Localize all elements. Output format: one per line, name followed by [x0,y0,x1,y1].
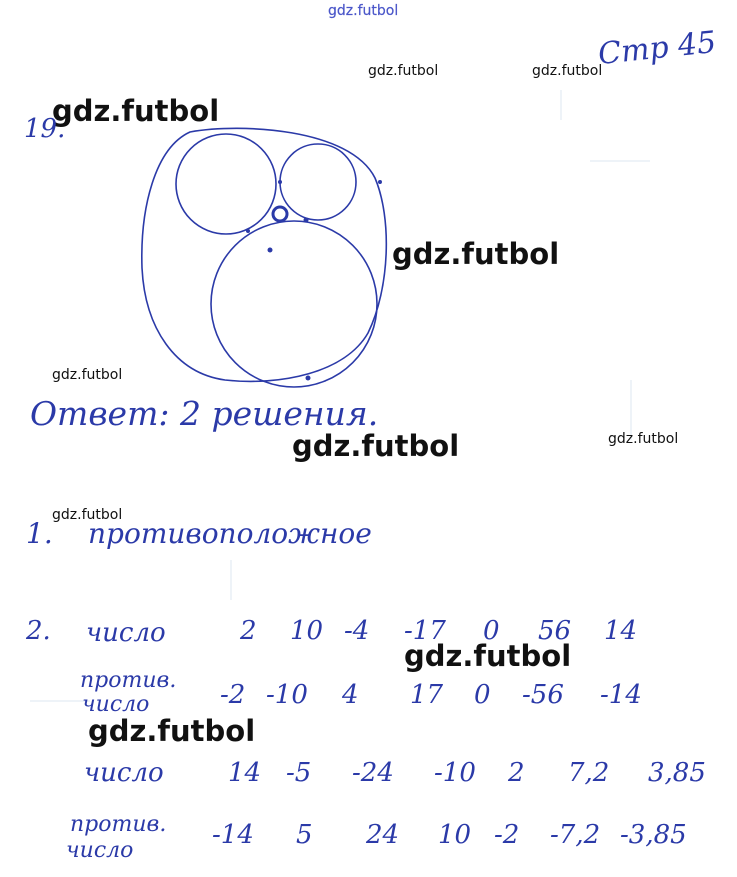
watermark: gdz.futbol [52,367,123,383]
answer-text: Ответ: 2 решения. [30,394,379,433]
problem-number: 19. [24,114,66,144]
inner-circle-bottom [211,221,377,387]
paper-grid-line [30,700,90,702]
row-label: против. [70,812,167,837]
table-cell: -5 [286,758,312,788]
table-cell: 7,2 [568,758,610,788]
task2-number: 2. [26,616,51,646]
task1-text: противоположное [88,517,372,550]
inner-circle-right [280,144,356,220]
table-cell: 5 [296,820,313,850]
row-label: число [86,618,166,648]
table-cell: 0 [483,616,500,646]
watermark: gdz.futbol [52,94,220,128]
table-cell: 56 [538,616,572,646]
watermark-top: gdz.futbol [328,3,399,19]
table-cell: -14 [212,820,254,850]
table-cell: -10 [434,758,476,788]
table-cell: -2 [494,820,520,850]
watermark: gdz.futbol [368,63,439,79]
table-cell: -4 [344,616,370,646]
row-label: число [82,692,150,717]
task1-number: 1. [26,517,53,550]
table-cell: -17 [404,616,446,646]
table-cell: -56 [522,680,564,710]
paper-grid-line [590,160,650,162]
table-cell: 17 [410,680,444,710]
watermark: gdz.futbol [292,429,460,463]
row-label: число [66,838,134,863]
table-cell: 14 [604,616,638,646]
watermark: gdz.futbol [392,237,560,271]
inner-circle-left [176,134,276,234]
table-cell: -24 [352,758,394,788]
watermark: gdz.futbol [608,431,679,447]
table-cell: 0 [474,680,491,710]
paper-grid-line [560,90,562,120]
watermark: gdz.futbol [88,714,256,748]
row-label: число [84,758,164,788]
table-cell: 2 [240,616,257,646]
table-cell: -10 [266,680,308,710]
table-cell: -3,85 [620,820,687,850]
tiny-circle [273,207,287,221]
watermark: gdz.futbol [532,63,603,79]
table-cell: -2 [220,680,246,710]
table-cell: 10 [290,616,324,646]
circles-figure [130,118,390,388]
paper-grid-line [230,560,232,600]
table-cell: 10 [438,820,472,850]
table-cell: 2 [508,758,525,788]
page-reference: Стр 45 [596,24,718,73]
table-cell: 4 [342,680,359,710]
table-cell: -14 [600,680,642,710]
table-cell: -7,2 [550,820,601,850]
table-cell: 14 [228,758,262,788]
table-cell: 24 [366,820,400,850]
table-cell: 3,85 [648,758,706,788]
watermark: gdz.futbol [404,639,572,673]
row-label: против. [80,668,177,693]
watermark: gdz.futbol [52,507,123,523]
